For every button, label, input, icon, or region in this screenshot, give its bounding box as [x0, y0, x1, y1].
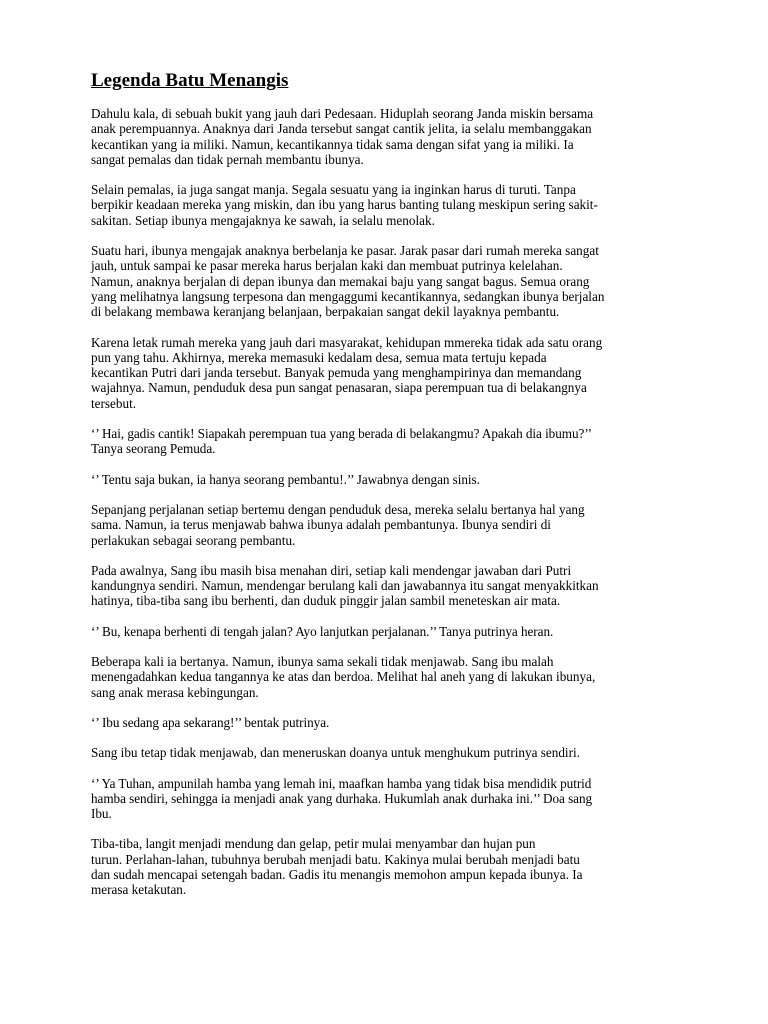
paragraph-market-trip: Suatu hari, ibunya mengajak anaknya berbelanja ke pasar. Jarak pasar dari rumah mereka sangat jauh, untuk sampai ke pasar mereka harus berjalan kaki dan membuat putrinya kelelahan. Namun, anaknya berjalan di depan ibunya dan memakai baju yang sangat bagus. Semua orang yang melihatnya langsung terpesona dan mengaggumi kecantikannya, sedangkan ibunya berjalan di belakang membawa keranjang belanjaan, berpakaian sangat dekil layaknya pembantu. — [91, 243, 605, 320]
paragraph-mother-silent: Sang ibu tetap tidak menjawab, dan meneruskan doanya untuk menghukum putrinya sendiri. — [91, 745, 580, 761]
dialogue-daughter-snaps: ‘’ Ibu sedang apa sekarang!’’ bentak putrinya. — [91, 714, 330, 730]
paragraph-mother-hurt: Pada awalnya, Sang ibu masih bisa menahan diri, setiap kali mendengar jawaban dari Putri kandungnya sendiri. Namun, mendengar berulang kali dan jawabannya itu sangat menyakkitkan hatinya, tiba-tiba sang ibu berhenti, dan duduk pinggir jalan sambil meneteskan air mata. — [91, 562, 599, 609]
paragraph-mother-prays: Beberapa kali ia bertanya. Namun, ibunya sama sekali tidak menjawab. Sang ibu malah menengadahkan kedua tangannya ke atas dan berdoa. Melihat hal aneh yang di lakukan ibunya, sang anak merasa kebingungan. — [91, 654, 596, 700]
paragraph-turns-to-stone: Tiba-tiba, langit menjadi mendung dan gelap, petir mulai menyambar dan hujan pun turun. Perlahan-lahan, tubuhnya berubah menjadi batu. Kakinya mulai berubah menjadi batu dan sudah mencapai setengah badan. Gadis itu menangis memohon ampun kepada ibunya. Ia merasa ketakutan. — [91, 836, 583, 898]
dialogue-daughter-answer: ‘’ Tentu saja bukan, ia hanya seorang pembantu!.’’ Jawabnya dengan sinis. — [91, 471, 480, 487]
document-page — [91, 68, 683, 913]
dialogue-mother-prayer: ‘’ Ya Tuhan, ampunilah hamba yang lemah ini, maafkan hamba yang tidak bisa mendidik putrid hamba sendiri, sehingga ia menjadi anak yang durhaka. Hukumlah anak durhaka ini.’’ Doa sang Ibu. — [91, 775, 593, 822]
document-title: Legenda Batu Menangis — [91, 70, 289, 91]
paragraph-spoiled: Selain pemalas, ia juga sangat manja. Segala sesuatu yang ia inginkan harus di turuti. Tanpa berpikir keadaan mereka yang miskin, dan ibu yang harus banting tulang meskipun sering sakit- sakitan. Setiap ibunya mengajaknya ke sawah, ia selalu menolak. — [91, 182, 598, 228]
paragraph-journey: Sepanjang perjalanan setiap bertemu dengan penduduk desa, mereka selalu bertanya hal yang sama. Namun, ia terus menjawab bahwa ibunya adalah pembantunya. Ibunya sendiri di perlakukan sebagai seorang pembantu. — [91, 501, 585, 548]
paragraph-intro: Dahulu kala, di sebuah bukit yang jauh dari Pedesaan. Hiduplah seorang Janda miskin bersama anak perempuannya. Anaknya dari Janda tersebut sangat cantik jelita, ia selalu membanggakan kecantikan yang ia miliki. Namun, kecantikannya tidak sama dengan sifat yang ia miliki. Ia sangat pemalas dan tidak pernah membantu ibunya. — [91, 106, 594, 167]
dialogue-daughter-asks: ‘’ Bu, kenapa berhenti di tengah jalan? Ayo lanjutkan perjalanan.’’ Tanya putrinya heran. — [91, 623, 554, 639]
paragraph-village: Karena letak rumah mereka yang jauh dari masyarakat, kehidupan mmereka tidak ada satu orang pun yang tahu. Akhirnya, mereka memasuki kedalam desa, semua mata tertuju kepada kecantikan Putri dari janda tersebut. Banyak pemuda yang menghampirinya dan memandang wajahnya. Namun, penduduk desa pun sangat penasaran, siapa perempuan tua di belakangnya tersebut. — [91, 334, 603, 411]
dialogue-youth-question: ‘’ Hai, gadis cantik! Siapakah perempuan tua yang berada di belakangmu? Apakah dia ibumu?’’ Tanya seorang Pemuda. — [91, 426, 593, 457]
